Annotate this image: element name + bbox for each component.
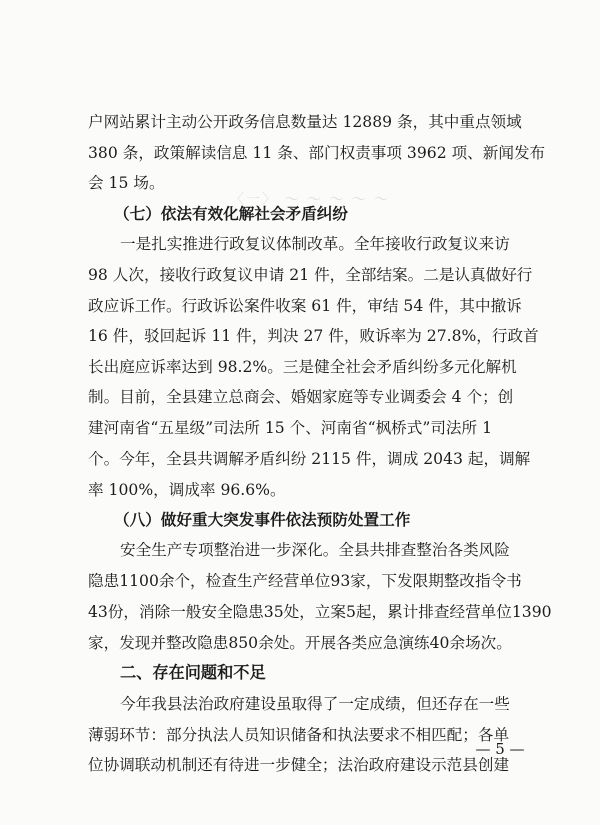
text-line: 隐患1100余个，检查生产经营单位93家，下发限期整改指令书	[88, 572, 522, 590]
section-subheading: （七）依法有效化解社会矛盾纠纷	[114, 205, 348, 223]
text-line: 位协调联动机制还有待进一步健全；法治政府建设示范县创建	[88, 756, 510, 774]
text-line: 380 条，政策解读信息 11 条、部门权责事项 3962 项、新闻发布	[88, 144, 546, 162]
text-line: 率 100%，调成率 96.6%。	[88, 481, 286, 499]
text-line: 政应诉工作。行政诉讼案件收案 61 件，审结 54 件，其中撤诉	[88, 297, 522, 315]
text-line: 43份，消除一般安全隐患35处，立案5起，累计排查经营单位1390	[88, 603, 552, 621]
text-line: 今年我县法治政府建设虽取得了一定成绩，但还存在一些	[120, 695, 510, 713]
section-heading: 二、存在问题和不足	[120, 663, 266, 682]
text-line: 一是扎实推进行政复议体制改革。全年接收行政复议来访	[120, 235, 510, 253]
bleed-through-text: 〈一〉 ～ ～ ～ ～ ～	[230, 192, 391, 208]
text-line: 会 15 场。	[88, 174, 165, 192]
text-line: 户网站累计主动公开政务信息数量达 12889 条，其中重点领域	[88, 113, 522, 131]
text-line: 家，发现并整改隐患850余处。开展各类应急演练40余场次。	[88, 634, 512, 652]
text-line: 个。今年，全县共调解矛盾纠纷 2115 件，调成 2043 起，调解	[88, 450, 531, 468]
page-number: — 5 —	[475, 740, 525, 758]
text-line: 98 人次，接收行政复议申请 21 件，全部结案。二是认真做好行	[88, 266, 533, 284]
text-line: 制。目前，全县建立总商会、婚姻家庭等专业调委会 4 个；创	[88, 388, 514, 406]
text-line: 建河南省“五星级”司法所 15 个、河南省“枫桥式”司法所 1	[88, 419, 492, 437]
text-line: 薄弱环节：部分执法人员知识储备和执法要求不相匹配；各单	[88, 726, 510, 744]
section-subheading: （八）做好重大突发事件依法预防处置工作	[114, 511, 411, 529]
text-line: 16 件，驳回起诉 11 件，判决 27 件，败诉率为 27.8%，行政首	[88, 327, 539, 345]
text-line: 安全生产专项整治进一步深化。全县共排查整治各类风险	[120, 541, 510, 559]
text-line: 长出庭应诉率达到 98.2%。三是健全社会矛盾纠纷多元化解机	[88, 358, 517, 376]
